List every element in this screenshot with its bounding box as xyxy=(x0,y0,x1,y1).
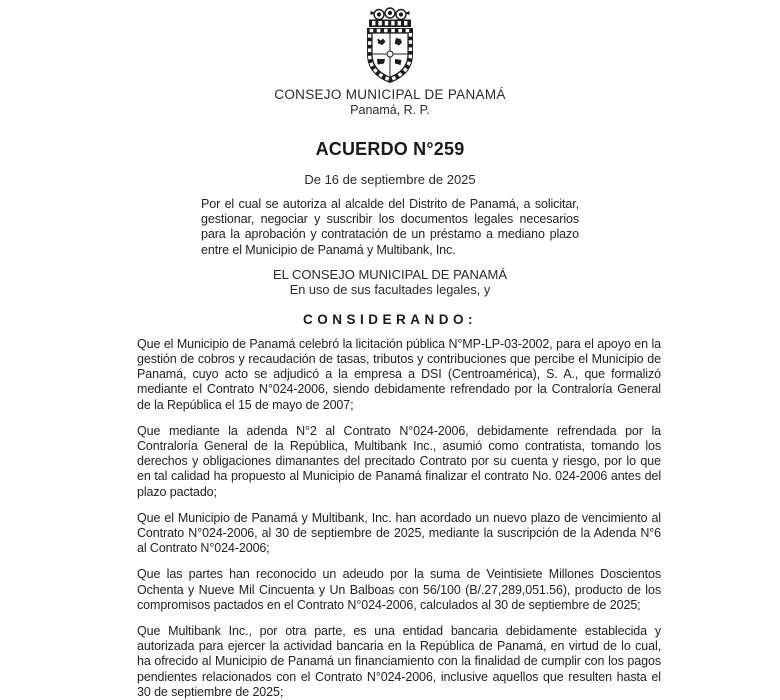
considerando-paragraph: Que mediante la adenda N°2 al Contrato N°024-2006, debidamente refrendada por la Contraloría General de la República, Multibank Inc., asumió como contratista, tomando los derechos y obligaciones dimanantes del precitado Contrato por su cuenta y riesgo, por lo que en tal calidad ha propuesto al Municipio de Panamá finalizar el contrato No. 024-2006 antes del plazo pactado; xyxy=(137,423,661,499)
document-body xyxy=(137,337,661,700)
considerando-paragraph: Que las partes han reconocido un adeudo por la suma de Veintisiete Millones Doscientos Ochenta y Nueve Mil Cincuenta y Un Balboas con 56/100 (B/.27,289,051.56), producto de los compromisos pactados en el Contrato N°024-2006, calculados al 30 de septiembre de 2025; xyxy=(137,567,661,612)
location-line: Panamá, R. P. xyxy=(350,103,430,117)
coat-of-arms-icon xyxy=(358,7,422,85)
document-date: De 16 de septiembre de 2025 xyxy=(304,172,476,187)
considerando-paragraph: Que el Municipio de Panamá celebró la licitación pública N°MP-LP-03-2002, para el apoyo en la gestión de cobros y recaudación de tasas, tributos y contribuciones que percibe el Municipio de Panamá, cuyo acto se adjudicó a la empresa a DSI (Centroamérica), S. A., que formalizó mediante el Contrato N°024-2006, siendo debidamente refrendado por la Contraloría General de la República el 15 de mayo de 2007; xyxy=(137,336,661,412)
document-summary: Por el cual se autoriza al alcalde del Distrito de Panamá, a solicitar, gestionar, negociar y suscribir los documentos legales necesarios para la aprobación y contratación de un préstamo a mediano plazo entre el Municipio de Panamá y Multibank, Inc. xyxy=(201,197,579,257)
considerando-paragraph: Que Multibank Inc., por otra parte, es una entidad bancaria debidamente establecida y autorizada para ejercer la actividad bancaria en la República de Panamá, en virtud de lo cual, ha ofrecido al Municipio de Panamá un financiamiento con la finalidad de cumplir con los pagos pendientes relacionados con el Contrato N°024-2006, inclusive aquellos que resulten hasta el 30 de septiembre de 2025; xyxy=(137,624,661,699)
considerando-heading: CONSIDERANDO: xyxy=(302,311,477,327)
considerando-paragraph: Que el Municipio de Panamá y Multibank, Inc. han acordado un nuevo plazo de vencimiento al Contrato N°024-2006, al 30 de septiembre de 2025, mediante la suscripción de la Adenda N°6 al Contrato N°024-2006; xyxy=(137,510,661,556)
document-title: ACUERDO N°259 xyxy=(315,139,465,159)
organization-name: CONSEJO MUNICIPAL DE PANAMÁ xyxy=(274,87,506,102)
document-header xyxy=(0,0,780,85)
issuer-authority-line: En uso de sus facultades legales, y xyxy=(289,281,491,297)
issuer-line: EL CONSEJO MUNICIPAL DE PANAMÁ xyxy=(272,266,508,282)
